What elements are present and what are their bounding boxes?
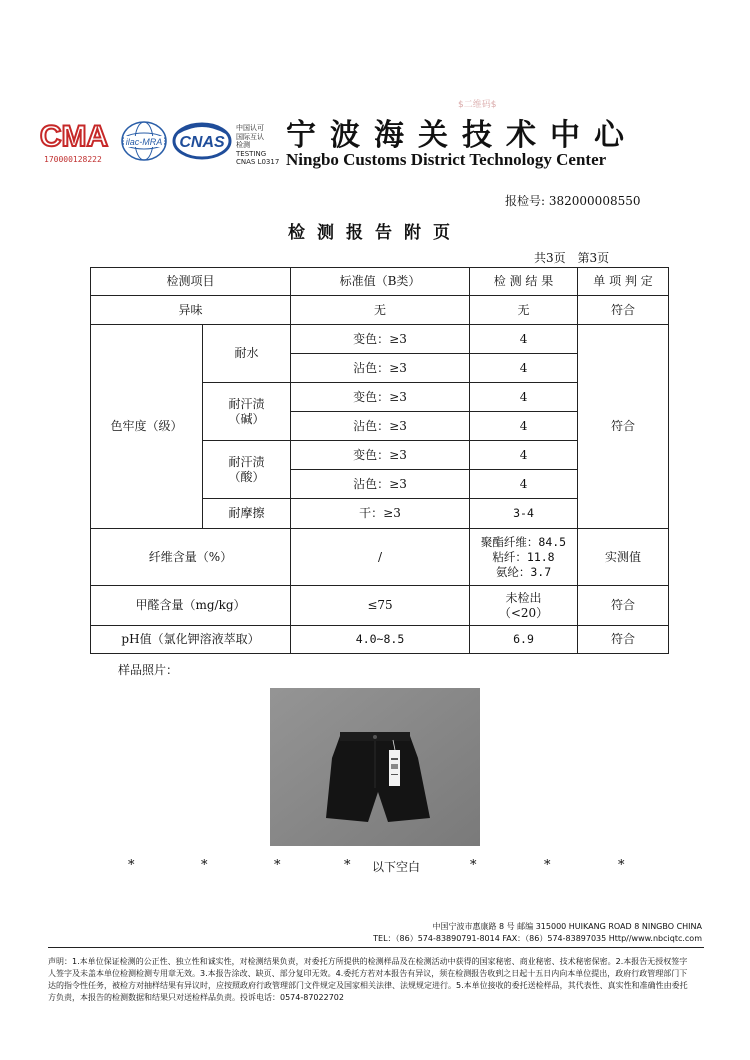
blank-below-line <box>90 858 668 874</box>
star-mark: * <box>544 858 551 873</box>
sweat-alkali-change-std: 变色：≥3 <box>291 383 470 412</box>
star-mark: * <box>201 858 208 873</box>
sweat-alkali-stain-std: 沾色：≥3 <box>291 412 470 441</box>
table-row <box>91 626 669 654</box>
header-result: 检 测 结 果 <box>470 268 578 296</box>
disclaimer-line: 人签字及未盖本单位检测检测专用章无效。3.本报告涂改、缺页、部分复印无效。4.委托方若对本报告有异议，须在检测报告收到之日起十五日内向本单位提出，政府行政管理部门下 <box>48 969 688 978</box>
cnas-line: 检测 <box>236 141 250 149</box>
cnas-line: 国际互认 <box>236 132 264 141</box>
table-row <box>91 325 669 354</box>
rubbing-std: 干：≥3 <box>291 499 470 529</box>
report-number-label: 报检号: <box>505 194 546 208</box>
fiber-result <box>470 529 578 586</box>
page-title: 检测报告附页 <box>288 223 462 243</box>
water-change-result: 4 <box>470 325 578 354</box>
ph-name: pH值（氯化钾溶液萃取） <box>91 626 291 654</box>
colorfastness-judgment: 符合 <box>578 325 669 529</box>
sweat-alkali-label <box>203 383 291 441</box>
cma-number: 170000128222 <box>44 155 102 164</box>
svg-text:CNAS: CNAS <box>179 134 225 151</box>
star-mark: * <box>470 858 477 873</box>
ph-judgment: 符合 <box>578 626 669 654</box>
water-stain-result: 4 <box>470 354 578 383</box>
fiber-result-line: 氨纶：3.7 <box>495 564 552 579</box>
formaldehyde-judgment: 符合 <box>578 586 669 626</box>
header-item: 检测项目 <box>91 268 291 296</box>
water-label: 耐水 <box>203 325 291 383</box>
fiber-judgment: 实测值 <box>578 529 669 586</box>
sweat-acid-label <box>203 441 291 499</box>
rubbing-result: 3-4 <box>470 499 578 529</box>
sweat-alkali-change-result: 4 <box>470 383 578 412</box>
report-number <box>505 192 641 209</box>
formaldehyde-result <box>470 586 578 626</box>
water-change-std: 变色：≥3 <box>291 325 470 354</box>
page-indicator <box>534 249 617 266</box>
sample-photo-label: 样品照片： <box>118 663 179 677</box>
footer-address: 中国宁波市惠康路 8 号 邮编 315000 HUIKANG ROAD 8 NINGBO CHINA <box>432 922 702 931</box>
sweat-acid-stain-std: 沾色：≥3 <box>291 470 470 499</box>
fiber-result-line: 粘纤：11.8 <box>492 549 555 564</box>
sweat-acid-label-line1: 耐汗渍 <box>228 454 265 469</box>
sweat-acid-change-result: 4 <box>470 441 578 470</box>
sweat-acid-change-std: 变色：≥3 <box>291 441 470 470</box>
ilac-mra-logo <box>120 120 168 162</box>
sweat-acid-stain-result: 4 <box>470 470 578 499</box>
center-name-en: Ningbo Customs District Technology Center <box>286 150 607 169</box>
rubbing-label: 耐摩擦 <box>203 499 291 529</box>
svg-text:CMA: CMA <box>39 120 109 153</box>
odor-name: 异味 <box>91 296 291 325</box>
cnas-line: CNAS L0317 <box>236 158 280 166</box>
star-mark: * <box>618 858 625 873</box>
star-mark: * <box>344 858 351 873</box>
sample-photo <box>270 688 480 846</box>
cnas-line: TESTING <box>236 149 267 158</box>
table-header-row <box>91 268 669 296</box>
odor-judgment: 符合 <box>578 296 669 325</box>
footer-contact: TEL：（86）574-83890791-8014 FAX：（86）574-83897035 Http//www.nbciqtc.com <box>373 934 702 943</box>
footer-disclaimer <box>48 956 704 1004</box>
star-mark: * <box>274 858 281 873</box>
colorfastness-name: 色牢度（级） <box>91 325 203 529</box>
table-row <box>91 586 669 626</box>
sweat-alkali-label-line2: （碱） <box>228 411 265 426</box>
sweat-alkali-label-line1: 耐汗渍 <box>228 396 265 411</box>
blank-below-text: 以下空白 <box>372 860 421 874</box>
sweat-acid-label-line2: （酸） <box>228 469 265 484</box>
fiber-result-line: 聚酯纤维：84.5 <box>480 534 567 549</box>
page-total: 共3页 <box>534 251 566 265</box>
table-row <box>91 529 669 586</box>
water-stain-std: 沾色：≥3 <box>291 354 470 383</box>
formaldehyde-result-line: 未检出 <box>505 590 542 605</box>
barcode-placeholder: $二维码$ <box>458 100 497 110</box>
odor-result: 无 <box>470 296 578 325</box>
ph-result: 6.9 <box>470 626 578 654</box>
disclaimer-line: 方负责，本报告的检测数据和结果只对送检样品负责。投诉电话：0574-87022702 <box>48 993 344 1002</box>
star-mark: * <box>128 858 135 873</box>
test-results-table <box>90 267 669 654</box>
fiber-standard: / <box>291 529 470 586</box>
odor-standard: 无 <box>291 296 470 325</box>
center-name-cn: 宁波海关技术中心 <box>286 118 638 153</box>
cnas-logo <box>172 121 232 161</box>
footer-divider <box>48 947 704 948</box>
formaldehyde-result-line: （<20） <box>498 605 549 620</box>
sweat-alkali-stain-result: 4 <box>470 412 578 441</box>
disclaimer-line: 声明：1.本单位保证检测的公正性、独立性和诚实性，对检测结果负责，对委托方所提供的检测样品及在检测活动中获得的国家秘密、商业秘密、技术秘密保密。2.本报告无授权签字 <box>48 957 688 966</box>
ph-standard: 4.0~8.5 <box>291 626 470 654</box>
svg-text:ilac-MRA: ilac-MRA <box>125 137 163 147</box>
table-row <box>91 296 669 325</box>
page-current: 第3页 <box>577 251 610 265</box>
header-judgment: 单 项 判 定 <box>578 268 669 296</box>
report-number-value: 382000008550 <box>548 194 641 208</box>
cma-logo <box>39 117 109 153</box>
header-standard: 标准值（B类） <box>291 268 470 296</box>
cnas-line: 中国认可 <box>236 124 264 132</box>
formaldehyde-name: 甲醛含量（mg/kg） <box>91 586 291 626</box>
disclaimer-line: 达的指令性任务，被检方对抽样结果有异议时，应按照政府行政管理部门文件规定及国家相关法律、法规规定进行。5.本单位接收的委托送检样品，其代表性、真实性和准确性由委托 <box>48 981 688 990</box>
formaldehyde-standard: ≤75 <box>291 586 470 626</box>
fiber-name: 纤维含量（%） <box>91 529 291 586</box>
cnas-accreditation-text <box>236 124 279 167</box>
